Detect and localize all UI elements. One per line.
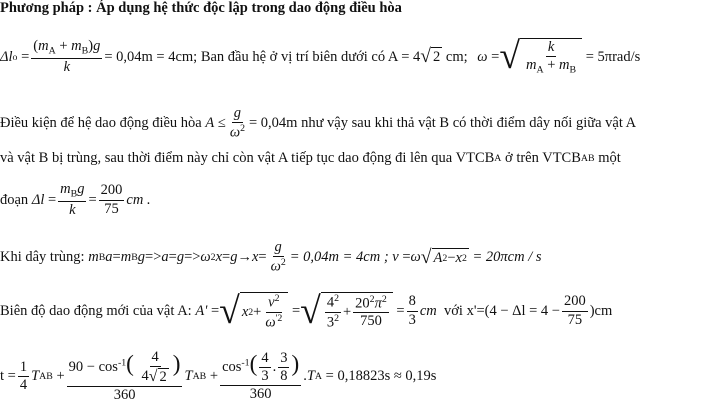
fraction-mbg-k: $\frac{m_Bg}{k}$	[60, 181, 85, 218]
fraction-term-3: $\cos^{-1}$( $\frac{4}{3}$ . $\frac{3}{8}$ ) 360	[222, 350, 300, 403]
line7-result: = 0,18823s ≈ 0,19s	[325, 368, 437, 385]
line5-mid: = 0,04m = 4cm ;	[289, 248, 389, 265]
line6-start: Biên độ dao động mới của vật A:	[0, 302, 192, 319]
page-heading	[0, 0, 402, 17]
sqrt-two: √ 2	[420, 46, 441, 68]
heading-text: Phương pháp : Áp dụng hệ thức độc lập trong dao động điều hòa	[0, 0, 402, 16]
fraction-200-75: $\frac{200}{75}$	[100, 182, 123, 217]
fraction-term-2: $90 - \cos^{-1}$( 4 4 √ 2 ) 360	[68, 349, 181, 404]
line2-middle: = 0,04m	[248, 114, 298, 131]
line1-result: = 5πrad/s	[585, 48, 641, 65]
fraction-delta-l0: $\frac{(m_A + m_B)g}{k}$	[33, 38, 101, 75]
line3-text: và vật B bị trùng, sau thời điểm này chỉ còn vật A tiếp tục dao động đi lên qua VTCB	[0, 150, 495, 166]
line3-mid: ở trên VTCB	[505, 150, 581, 166]
equation-line-4: đoạn Δl = $\frac{m_Bg}{k}$ = $\frac{200}{75}$ cm .	[0, 181, 151, 218]
fraction-g-omega2: $\frac{g}{\omega^2}$	[229, 105, 245, 141]
sqrt-amplitude-formula: √ x 2 + $\frac{v^2}{\omega^{'2}}$	[219, 292, 288, 330]
line6-mid: cm	[419, 302, 437, 319]
equation-line-1: Δl o = $\frac{(m_A + m_B)g}{k}$ = 0,04m = 4cm; Ban đầu hệ ở vị trí biên dưới có A = 4 √ 2 cm; ω = √ $\frac{k}{m_A + m_B}$ = 5πrad/s	[0, 35, 641, 78]
equation-line-6: Biên độ dao động mới của vật A: A' = √ x 2 + $\frac{v^2}{\omega^{'2}}$ = √ $\frac{4^2}{3^2}$ + $\frac{20^2\pi^2}{750}$ = $\frac{8}{3}$ cm với x'=(4 − Δl = 4 − $\frac{200}{75}$ )cm	[0, 289, 613, 332]
equation-line-5: Khi dây trùng: m B a = m B g => a = g => ω 2 x = g → x = $\frac{g}{\omega^2}$ = 0,04m = 4cm ; v = ω √ A 2 − x 2 = 20πcm / s	[0, 239, 542, 275]
fraction-g-omega2-b: $\frac{g}{\omega^2}$	[270, 239, 286, 275]
line2-start: Điều kiện để hệ dao động điều hòa	[0, 114, 202, 131]
line5-start: Khi dây trùng:	[0, 248, 85, 265]
line4-start: đoạn	[0, 191, 29, 208]
equation-line-2: Điều kiện để hệ dao động điều hòa A ≤ $\frac{g}{\omega^2}$ = 0,04m như vậy sau khi thả vật B có thời điểm dây nối giữa vật A	[0, 105, 637, 141]
fraction-1-4: $\frac{1}{4}$	[19, 359, 28, 394]
line7-start: t =	[0, 368, 16, 385]
equation-line-7: t = $\frac{1}{4}$ T AB + $90 - \cos^{-1}$( 4 4 √ 2 ) 360 T AB + $\cos^{-1}$( $\frac{4}{3}$ . $\frac{3}{8}$ ) 360 . T A = 0,18823s ≈ 0,19s	[0, 349, 437, 404]
line6-end-a: với x'=(4 − Δl = 4 −	[444, 302, 560, 319]
line1-text-b: cm;	[445, 48, 468, 65]
fraction-8-3: $\frac{8}{3}$	[408, 293, 416, 328]
fraction-200-75-b: $\frac{200}{75}$	[563, 293, 586, 328]
line5-end: = 20πcm / s	[472, 248, 542, 265]
sqrt-omega: √ $\frac{k}{m_A + m_B}$	[499, 38, 582, 76]
line4-unit: cm .	[126, 191, 151, 208]
line2-end: như vậy sau khi thả vật B có thời điểm dây nối giữa vật A	[301, 114, 637, 131]
line1-text-a: = 0,04m = 4cm; Ban đầu hệ ở vị trí biên dưới có A = 4	[104, 48, 421, 65]
sqrt-a2-x2: √ A 2 − x 2	[420, 246, 467, 268]
line6-end-b: )cm	[589, 302, 613, 319]
sqrt-amplitude-numbers: √ $\frac{4^2}{3^2}$ + $\frac{20^2\pi^2}{750}$	[300, 292, 393, 330]
line3-end: một	[598, 150, 621, 166]
equation-line-3: và vật B bị trùng, sau thời điểm này chỉ còn vật A tiếp tục dao động đi lên qua VTCB A ở trên VTCB AB một	[0, 150, 621, 166]
